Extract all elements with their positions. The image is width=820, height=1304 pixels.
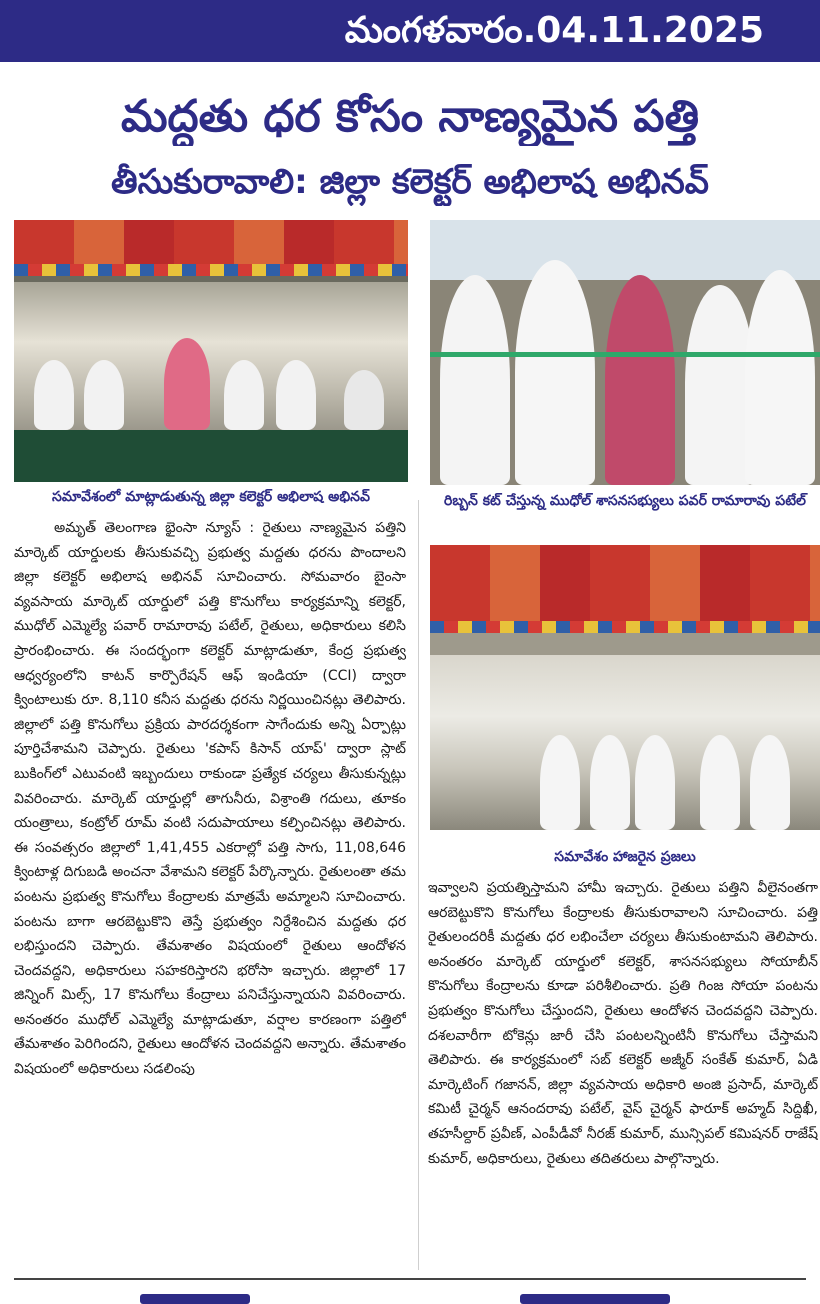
article-text-left: అమృత్ తెలంగాణ భైంసా న్యూస్ : రైతులు నాణ్యమైన పత్తిని మార్కెట్ యార్డులకు తీసుకువచ్చి ప్రభుత్వ మద్దతు ధరను పొందాలని జిల్లా కలెక్టర్ అభిలాష అభినవ్ సూచించారు. సోమవారం బైంసా వ్యవసాయ మార్కెట్ యార్డులో పత్తి కొనుగోలు కార్యక్రమాన్ని కలెక్టర్, ముధోల్ ఎమ్మెల్యే పవార్ రామారావు పటేల్, రైతులు, అధికారులు కలిసి ప్రారంభించారు. ఈ సందర్భంగా కలెక్టర్ మాట్లాడుతూ, కేంద్ర ప్రభుత్వ ఆధ్వర్యంలోని కాటన్ కార్పొరేషన్ ఆఫ్ ఇండియా (CCI) ద్వారా క్వింటాలుకు రూ. 8,110 కనీస మద్దతు ధరను నిర్ణయించినట్లు తెలిపారు. జిల్లాలో పత్తి కొనుగోలు ప్రక్రియ పారదర్శకంగా సాగేందుకు అన్ని ఏర్పాట్లు పూర్తిచేశామని చెప్పారు. రైతులు 'కపాస్ కిసాన్ యాప్' ద్వారా స్లాట్ బుకింగ్‌లో ఎటువంటి ఇబ్బందులు రాకుండా ప్రత్యేక చర్యలు తీసుకున్నట్లు వివరించారు. మార్కెట్ యార్డుల్లో తాగునీరు, విశ్రాంతి గదులు, తూకం యంత్రాలు, కంట్రోల్ రూమ్ వంటి సదుపాయాలు కల్పించినట్లు తెలిపారు. ఈ సంవత్సరం జిల్లాలో 1,41,455 ఎకరాల్లో పత్తి సాగు, 11,08,646 క్వింటాళ్ల దిగుబడి అంచనా వేశామని కలెక్టర్ పేర్కొన్నారు. రైతులంతా తమ పంటను ప్రభుత్వ కొనుగోలు కేంద్రాలకు మాత్రమే అమ్మాలని సూచించారు. పంటను బాగా ఆరబెట్టుకొని తెస్తే ప్రభుత్వం నిర్దేశించిన మద్దతు ధర లభిస్తుందని చెప్పారు. తేమశాతం విషయంలో రైతులు ఆందోళన చెందవద్దని, అధికారులు సహకరిస్తారని భరోసా ఇచ్చారు. జిల్లాలో 17 జిన్నింగ్ మిల్స్, 17 కొనుగోలు కేంద్రాలు పనిచేస్తున్నాయని వివరించారు. అనంతరం ముధోల్ ఎమ్మెల్యే మాట్లాడుతూ, వర్షాల కారణంగా పత్తిలో తేమశాతం పెరిగిందని, రైతులు ఆందోళన చెందవద్దని అన్నారు. తేమశాతం విషయంలో అధికారులు సడలింపు <box>14 520 406 1078</box>
seated-figure <box>276 360 316 430</box>
headline-line-1: మద్దతు ధర కోసం నాణ్యమైన పత్తి <box>120 91 699 142</box>
standing-figure <box>745 270 815 485</box>
seated-figure <box>590 735 630 830</box>
seated-figure <box>540 735 580 830</box>
ribbon <box>430 352 820 357</box>
article-column-left <box>14 516 406 1276</box>
photo-caption-right-bottom: సమావేశం హాజరైన ప్రజలు <box>554 849 696 865</box>
seated-figure <box>34 360 74 430</box>
issue-date: మంగళవారం.04.11.2025 <box>344 10 764 51</box>
photo-audience <box>430 545 820 830</box>
seated-figure <box>344 370 384 430</box>
photo-caption-right-top: రిబ్బన్ కట్ చేస్తున్న ముధోల్ శాసనసభ్యులు పవర్ రామారావు పటేల్ <box>444 493 806 509</box>
seated-figure <box>700 735 740 830</box>
next-headline-fragment <box>520 1294 670 1304</box>
standing-figure <box>605 275 675 485</box>
standing-figure <box>515 260 595 485</box>
seated-figure <box>750 735 790 830</box>
date-banner <box>0 0 820 62</box>
tent-canopy <box>14 220 408 266</box>
tent-canopy <box>430 545 820 623</box>
bottom-rule <box>14 1278 806 1280</box>
article-column-right <box>428 876 818 1276</box>
seated-figure <box>635 735 675 830</box>
seated-figure <box>84 360 124 430</box>
headline-line-2: తీసుకురావాలి: జిల్లా కలెక్టర్ అభిలాష అభినవ్ <box>111 162 709 202</box>
photo-ribbon-cutting <box>430 220 820 485</box>
seated-figure <box>224 360 264 430</box>
article-text-right: ఇవ్వాలని ప్రయత్నిస్తామని హామీ ఇచ్చారు. రైతులు పత్తిని వీలైనంతగా ఆరబెట్టుకొని కొనుగోలు కేంద్రాలకు తీసుకురావాలని సూచించారు. పత్తి రైతులందరికీ మద్దతు ధర లభించేలా చర్యలు తీసుకుంటామని తెలిపారు. అనంతరం మార్కెట్ యార్డులో కలెక్టర్, శాసనసభ్యులు సోయాబీన్ కొనుగోలు కేంద్రాలను కూడా పరిశీలించారు. ప్రతి గింజ సోయా పంటను ప్రభుత్వం కొనుగోలు చేస్తుందని, రైతులు ఆందోళన చెందవద్దని చెప్పారు. దశలవారీగా టోకెన్లు జారీ చేసి పంటలన్నింటినీ కొనుగోలు చేస్తామని తెలిపారు. ఈ కార్యక్రమంలో సబ్ కలెక్టర్ అజ్మీర్ సంకేత్ కుమార్, ఏడి మార్కెటింగ్ గజానన్, జిల్లా వ్యవసాయ అధికారి అంజి ప్రసాద్, మార్కెట్ కమిటీ చైర్మన్ ఆనందరావు పటేల్, వైస్ చైర్మన్ ఫారూక్ అహ్మద్ సిద్దిఖీ, తహసీల్దార్ ప్రవీణ్, ఎంపీడీవో నీరజ్ కుమార్, మున్సిపల్ కమిషనర్ రాజేష్ కుమార్, అధికారులు, రైతులు తదితరులు పాల్గొన్నారు. <box>428 880 818 1167</box>
photo-collector-speaking <box>14 220 408 482</box>
next-article-strip <box>0 1290 820 1304</box>
sky <box>430 220 820 280</box>
standing-figure <box>440 275 510 485</box>
next-headline-fragment <box>140 1294 250 1304</box>
meeting-table <box>14 430 408 482</box>
speaker-figure <box>164 338 210 430</box>
column-divider <box>418 500 419 1270</box>
photo-caption-left: సమావేశంలో మాట్లాడుతున్న జిల్లా కలెక్టర్ అభిలాష అభినవ్ <box>52 489 370 505</box>
